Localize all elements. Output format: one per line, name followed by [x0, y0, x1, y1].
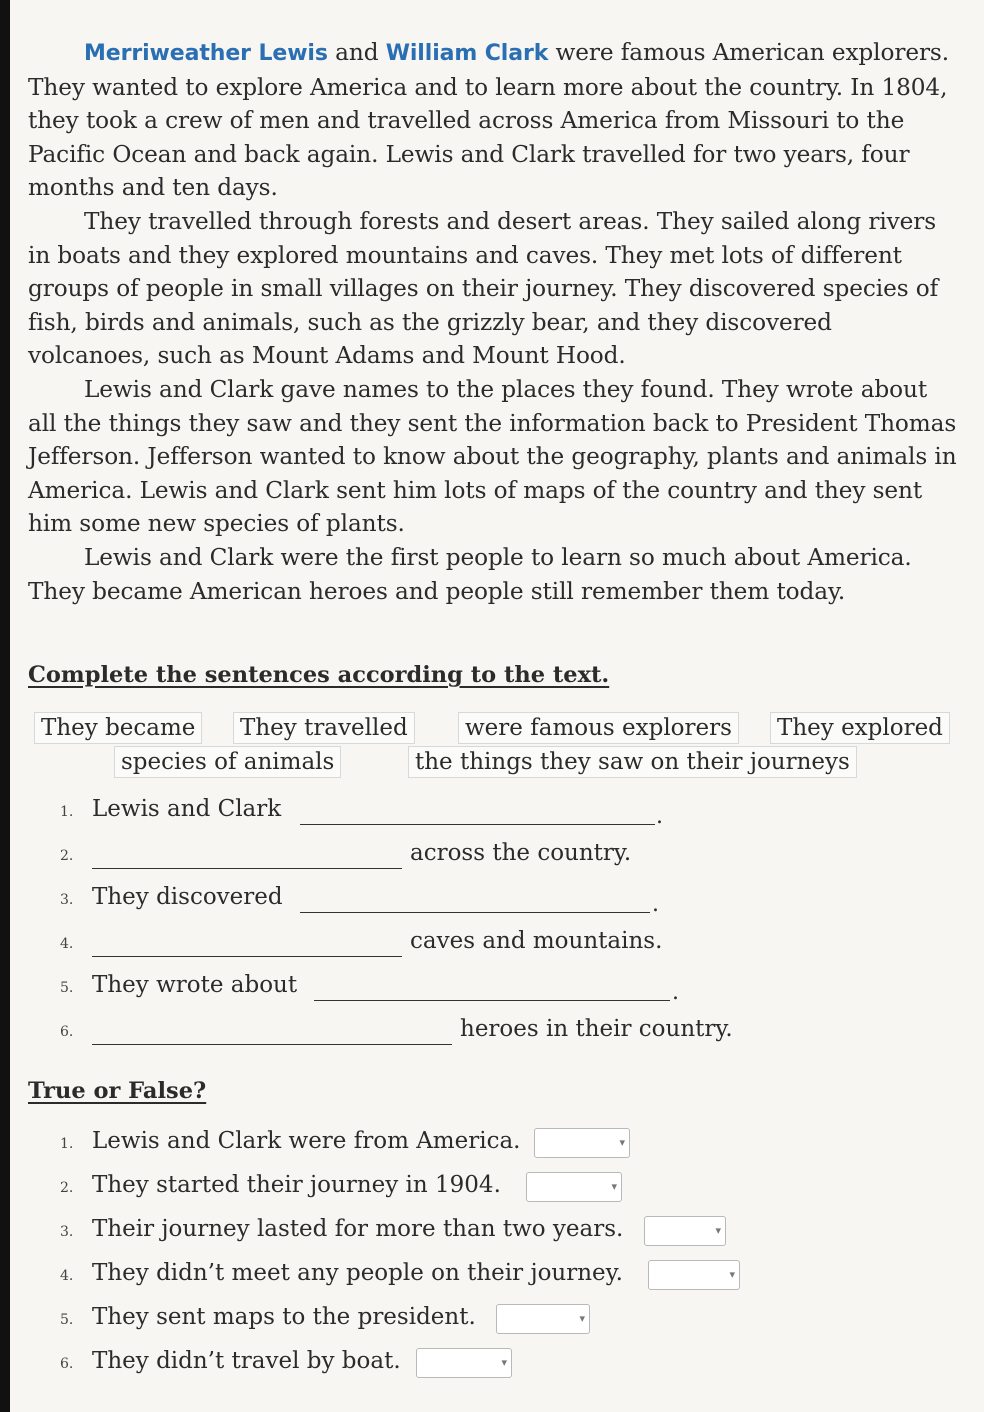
item-number: 4.	[60, 1268, 74, 1284]
name-clark: William Clark	[385, 41, 549, 66]
statement-5: They sent maps to the president.	[92, 1304, 476, 1330]
word-bank-chip[interactable]: They explored	[770, 712, 950, 744]
statement-3: Their journey lasted for more than two years.	[92, 1216, 624, 1242]
word-bank-chip[interactable]: They became	[34, 712, 202, 744]
true-false-dropdown-1[interactable]	[534, 1128, 630, 1158]
answer-blank-5[interactable]	[314, 1000, 670, 1001]
word-bank-chip[interactable]: were famous explorers	[458, 712, 739, 744]
paragraph-2: They travelled through forests and desert areas. They sailed along rivers in boats and they explored mountains and caves. They met lots of different groups of people in small villages on their journey. They discovered species of fish, birds and animals, such as the grizzly bear, and they discovered volcanoes, such as Mount Adams and Mount Hood.	[28, 207, 939, 370]
statement-4: They didn’t meet any people on their journey.	[92, 1260, 623, 1286]
chevron-down-icon: ▾	[715, 1224, 721, 1237]
answer-blank-6[interactable]	[92, 1044, 452, 1045]
item-number: 3.	[60, 1224, 74, 1240]
paragraph-1-and: and	[327, 39, 386, 66]
sentence-3-end: .	[652, 892, 659, 917]
sentence-3-start: They discovered	[92, 884, 283, 910]
item-number: 2.	[60, 848, 74, 864]
paragraph-3: Lewis and Clark gave names to the places they found. They wrote about all the things they saw and they sent the information back to President Thomas Jefferson. Jefferson wanted to know about the geography, plants and animals in America. Lewis and Clark sent him lots of maps of the country and they sent him some new species of plants.	[28, 375, 957, 538]
answer-blank-3[interactable]	[300, 912, 650, 913]
item-number: 1.	[60, 804, 74, 820]
chevron-down-icon: ▾	[501, 1356, 507, 1369]
word-bank-chip[interactable]: the things they saw on their journeys	[408, 746, 857, 778]
statement-2: They started their journey in 1904.	[92, 1172, 501, 1198]
true-false-dropdown-3[interactable]	[644, 1216, 726, 1246]
true-false-heading: True or False?	[28, 1078, 207, 1104]
sentence-6-end: heroes in their country.	[460, 1016, 733, 1042]
worksheet	[28, 36, 958, 1374]
chevron-down-icon: ▾	[619, 1136, 625, 1149]
reading-passage	[28, 36, 958, 608]
sentence-1-start: Lewis and Clark	[92, 796, 282, 822]
item-number: 2.	[60, 1180, 74, 1196]
statement-6: They didn’t travel by boat.	[92, 1348, 401, 1374]
sentence-5-end: .	[672, 980, 679, 1005]
true-false-dropdown-6[interactable]	[416, 1348, 512, 1378]
chevron-down-icon: ▾	[579, 1312, 585, 1325]
answer-blank-1[interactable]	[300, 824, 655, 825]
item-number: 1.	[60, 1136, 74, 1152]
left-edge-bar	[0, 0, 10, 1412]
item-number: 6.	[60, 1024, 74, 1040]
word-bank-chip[interactable]: species of animals	[114, 746, 341, 778]
complete-heading: Complete the sentences according to the text.	[28, 662, 610, 688]
paragraph-1-text: were famous American explorers. They wanted to explore America and to learn more about the country. In 1804, they took a crew of men and travelled across America from Missouri to the Pacific Ocean and back again. Lewis and Clark travelled for two years, four months and ten days.	[28, 39, 950, 202]
true-false-dropdown-4[interactable]	[648, 1260, 740, 1290]
statement-1: Lewis and Clark were from America.	[92, 1128, 521, 1154]
item-number: 5.	[60, 1312, 74, 1328]
answer-blank-4[interactable]	[92, 956, 402, 957]
chevron-down-icon: ▾	[729, 1268, 735, 1281]
true-false-dropdown-2[interactable]	[526, 1172, 622, 1202]
word-bank-chip[interactable]: They travelled	[233, 712, 415, 744]
paragraph-1	[28, 36, 958, 205]
true-false-dropdown-5[interactable]	[496, 1304, 590, 1334]
sentence-4-end: caves and mountains.	[410, 928, 663, 954]
name-lewis: Merriweather Lewis	[84, 41, 328, 66]
sentence-5-start: They wrote about	[92, 972, 298, 998]
paragraph-4: Lewis and Clark were the first people to learn so much about America. They became American heroes and people still remember them today.	[28, 543, 912, 605]
item-number: 3.	[60, 892, 74, 908]
item-number: 6.	[60, 1356, 74, 1372]
sentence-1-end: .	[656, 804, 663, 829]
item-number: 4.	[60, 936, 74, 952]
sentence-2-end: across the country.	[410, 840, 632, 866]
chevron-down-icon: ▾	[611, 1180, 617, 1193]
item-number: 5.	[60, 980, 74, 996]
answer-blank-2[interactable]	[92, 868, 402, 869]
